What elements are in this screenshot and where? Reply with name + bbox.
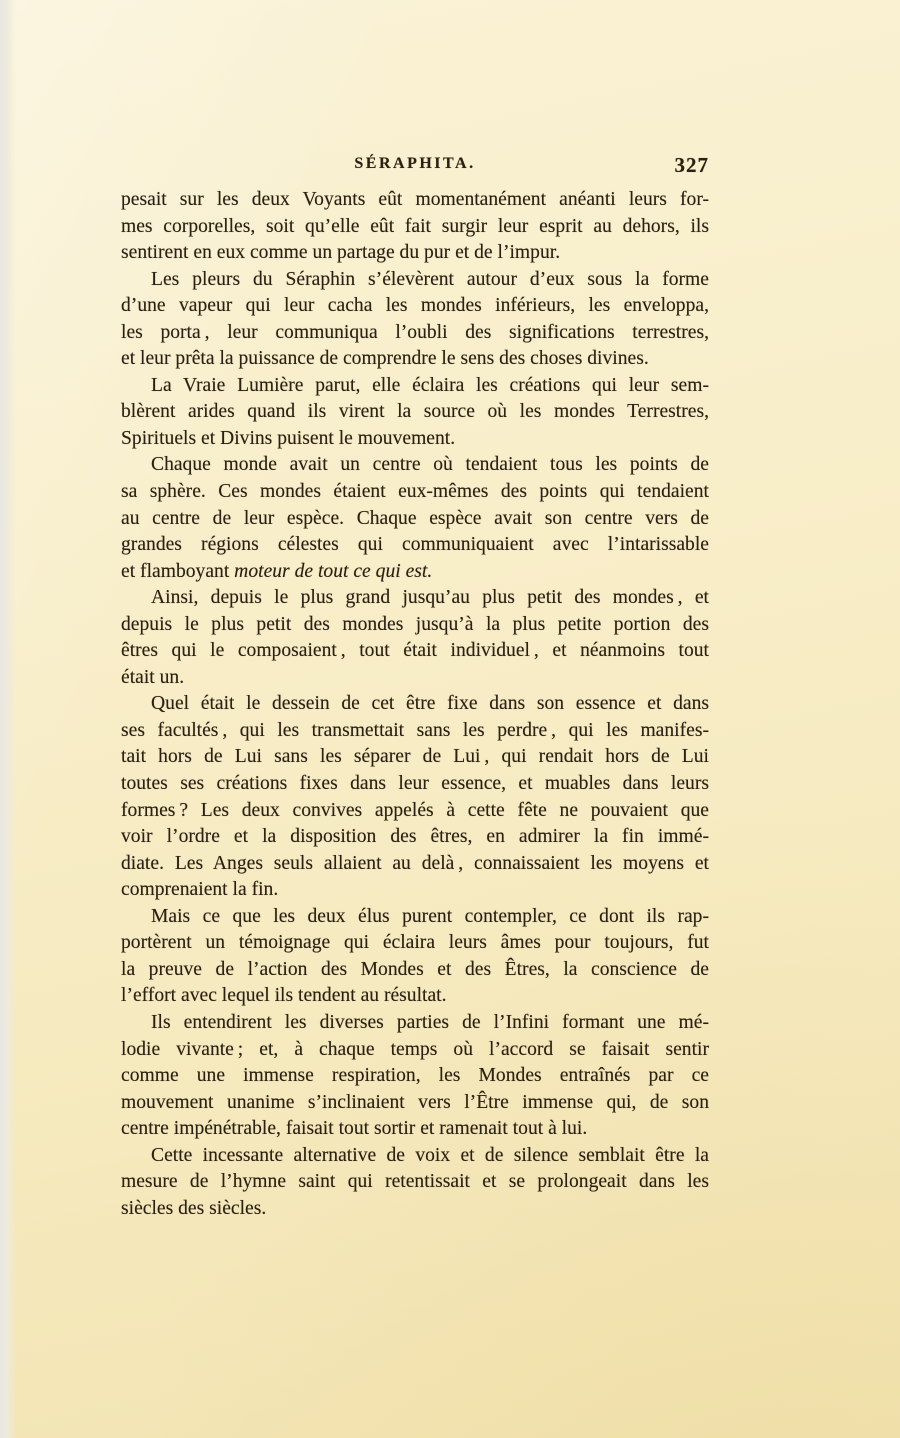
- running-head: [121, 153, 709, 179]
- text-segment: Cette incessante alternative de voix et de silence semblait être la: [151, 1144, 709, 1166]
- text-line: [121, 585, 709, 612]
- text-segment: êtres qui le composaient , tout était individuel , et néanmoins tout: [121, 640, 709, 662]
- text-segment: La Vraie Lumière parut, elle éclaira les créations qui leur sem-: [151, 374, 709, 396]
- text-segment: portèrent un témoignage qui éclaira leurs âmes pour toujours, fut: [121, 932, 709, 954]
- text-segment: mes corporelles, soit qu’elle eût fait surgir leur esprit au dehors, ils: [121, 215, 709, 237]
- text-area: [121, 153, 709, 1222]
- text-segment: Mais ce que les deux élus purent contempler, ce dont ils rap-: [151, 905, 709, 927]
- text-line: [121, 691, 709, 718]
- text-line: [121, 293, 709, 320]
- text-line: [121, 1010, 709, 1037]
- text-segment: sa sphère. Ces mondes étaient eux-mêmes des points qui tendaient: [121, 481, 709, 503]
- text-segment: l’effort avec lequel ils tendent au résultat.: [121, 985, 447, 1007]
- text-line: [121, 612, 709, 639]
- paragraph: [121, 585, 709, 691]
- page-left-edge: [0, 0, 16, 1438]
- text-segment: mouvement unanime s’inclinaient vers l’Être immense qui, de son: [121, 1091, 709, 1113]
- paragraph: [121, 187, 709, 267]
- text-segment: Les pleurs du Séraphin s’élevèrent autour d’eux sous la forme: [151, 268, 709, 290]
- text-line: [121, 877, 709, 904]
- text-line: [121, 718, 709, 745]
- text-segment: la preuve de l’action des Mondes et des Êtres, la conscience de: [121, 958, 709, 980]
- text-line: [121, 638, 709, 665]
- text-line: [121, 320, 709, 347]
- text-segment: depuis le plus petit des mondes jusqu’à la plus petite portion des: [121, 613, 709, 635]
- text-line: [121, 214, 709, 241]
- text-segment: comme une immense respiration, les Mondes entraînés par ce: [121, 1065, 709, 1087]
- text-line: [121, 426, 709, 453]
- page-number: 327: [674, 153, 709, 177]
- text-segment: voir l’ordre et la disposition des êtres, en admirer la fin immé-: [121, 826, 709, 848]
- text-line: [121, 1090, 709, 1117]
- text-segment: pesait sur les deux Voyants eût momentanément anéanti leurs for-: [121, 189, 709, 210]
- text-line: [121, 1063, 709, 1090]
- text-line: [121, 479, 709, 506]
- text-line: [121, 904, 709, 931]
- text-line: [121, 373, 709, 400]
- text-line: [121, 798, 709, 825]
- paragraph: [121, 904, 709, 1010]
- text-segment: d’une vapeur qui leur cacha les mondes inférieurs, les enveloppa,: [121, 295, 709, 317]
- text-line: [121, 399, 709, 426]
- text-segment: et flamboyant: [121, 560, 235, 582]
- text-line: [121, 559, 709, 586]
- text-segment: comprenaient la fin.: [121, 879, 279, 901]
- text-line: [121, 1143, 709, 1170]
- text-segment: tait hors de Lui sans les séparer de Lui , qui rendait hors de Lui: [121, 746, 709, 768]
- text-line: [121, 346, 709, 373]
- text-segment: blèrent arides quand ils virent la source où les mondes Terrestres,: [121, 401, 709, 423]
- paragraph: [121, 373, 709, 453]
- italic-text: moteur de tout ce qui est.: [234, 560, 433, 582]
- text-line: [121, 532, 709, 559]
- text-line: [121, 1037, 709, 1064]
- text-segment: siècles des siècles.: [121, 1197, 267, 1219]
- paragraph: [121, 691, 709, 903]
- text-segment: Ils entendirent les diverses parties de l’Infini formant une mé-: [151, 1011, 709, 1033]
- text-line: [121, 1116, 709, 1143]
- text-line: [121, 1196, 709, 1223]
- text-segment: lodie vivante ; et, à chaque temps où l’accord se faisait sentir: [121, 1038, 709, 1060]
- text-segment: les porta , leur communiqua l’oubli des significations terrestres,: [121, 321, 709, 343]
- text-block: [121, 187, 709, 1222]
- text-line: [121, 824, 709, 851]
- paragraph: [121, 452, 709, 585]
- text-line: [121, 187, 709, 214]
- text-segment: était un.: [121, 666, 185, 688]
- paragraph: [121, 267, 709, 373]
- paragraph: [121, 1143, 709, 1223]
- text-segment: Ainsi, depuis le plus grand jusqu’au plus petit des mondes , et: [151, 587, 709, 609]
- text-segment: Spirituels et Divins puisent le mouvement.: [121, 427, 456, 449]
- text-segment: toutes ses créations fixes dans leur essence, et muables dans leurs: [121, 773, 709, 795]
- text-segment: mesure de l’hymne saint qui retentissait et se prolongeait dans les: [121, 1171, 709, 1193]
- text-segment: sentirent en eux comme un partage du pur et de l’impur.: [121, 242, 561, 264]
- text-line: [121, 452, 709, 479]
- text-line: [121, 851, 709, 878]
- text-line: [121, 1169, 709, 1196]
- running-title: SÉRAPHITA.: [354, 155, 476, 172]
- text-segment: formes ? Les deux convives appelés à cette fête ne pouvaient que: [121, 799, 709, 821]
- text-line: [121, 267, 709, 294]
- paragraph: [121, 1010, 709, 1143]
- text-segment: diate. Les Anges seuls allaient au delà , connaissaient les moyens et: [121, 852, 709, 874]
- text-line: [121, 771, 709, 798]
- text-segment: Chaque monde avait un centre où tendaient tous les points de: [151, 454, 709, 476]
- text-line: [121, 506, 709, 533]
- text-segment: centre impénétrable, faisait tout sortir et ramenait tout à lui.: [121, 1118, 588, 1140]
- text-segment: ses facultés , qui les transmettait sans les perdre , qui les manifes-: [121, 719, 709, 741]
- text-line: [121, 240, 709, 267]
- text-line: [121, 665, 709, 692]
- text-segment: Quel était le dessein de cet être fixe dans son essence et dans: [151, 693, 709, 715]
- text-segment: et leur prêta la puissance de comprendre le sens des choses divines.: [121, 348, 649, 370]
- text-line: [121, 744, 709, 771]
- text-line: [121, 957, 709, 984]
- text-line: [121, 930, 709, 957]
- text-segment: au centre de leur espèce. Chaque espèce avait son centre vers de: [121, 507, 709, 529]
- text-line: [121, 983, 709, 1010]
- text-segment: grandes régions célestes qui communiquaient avec l’intarissable: [121, 534, 709, 556]
